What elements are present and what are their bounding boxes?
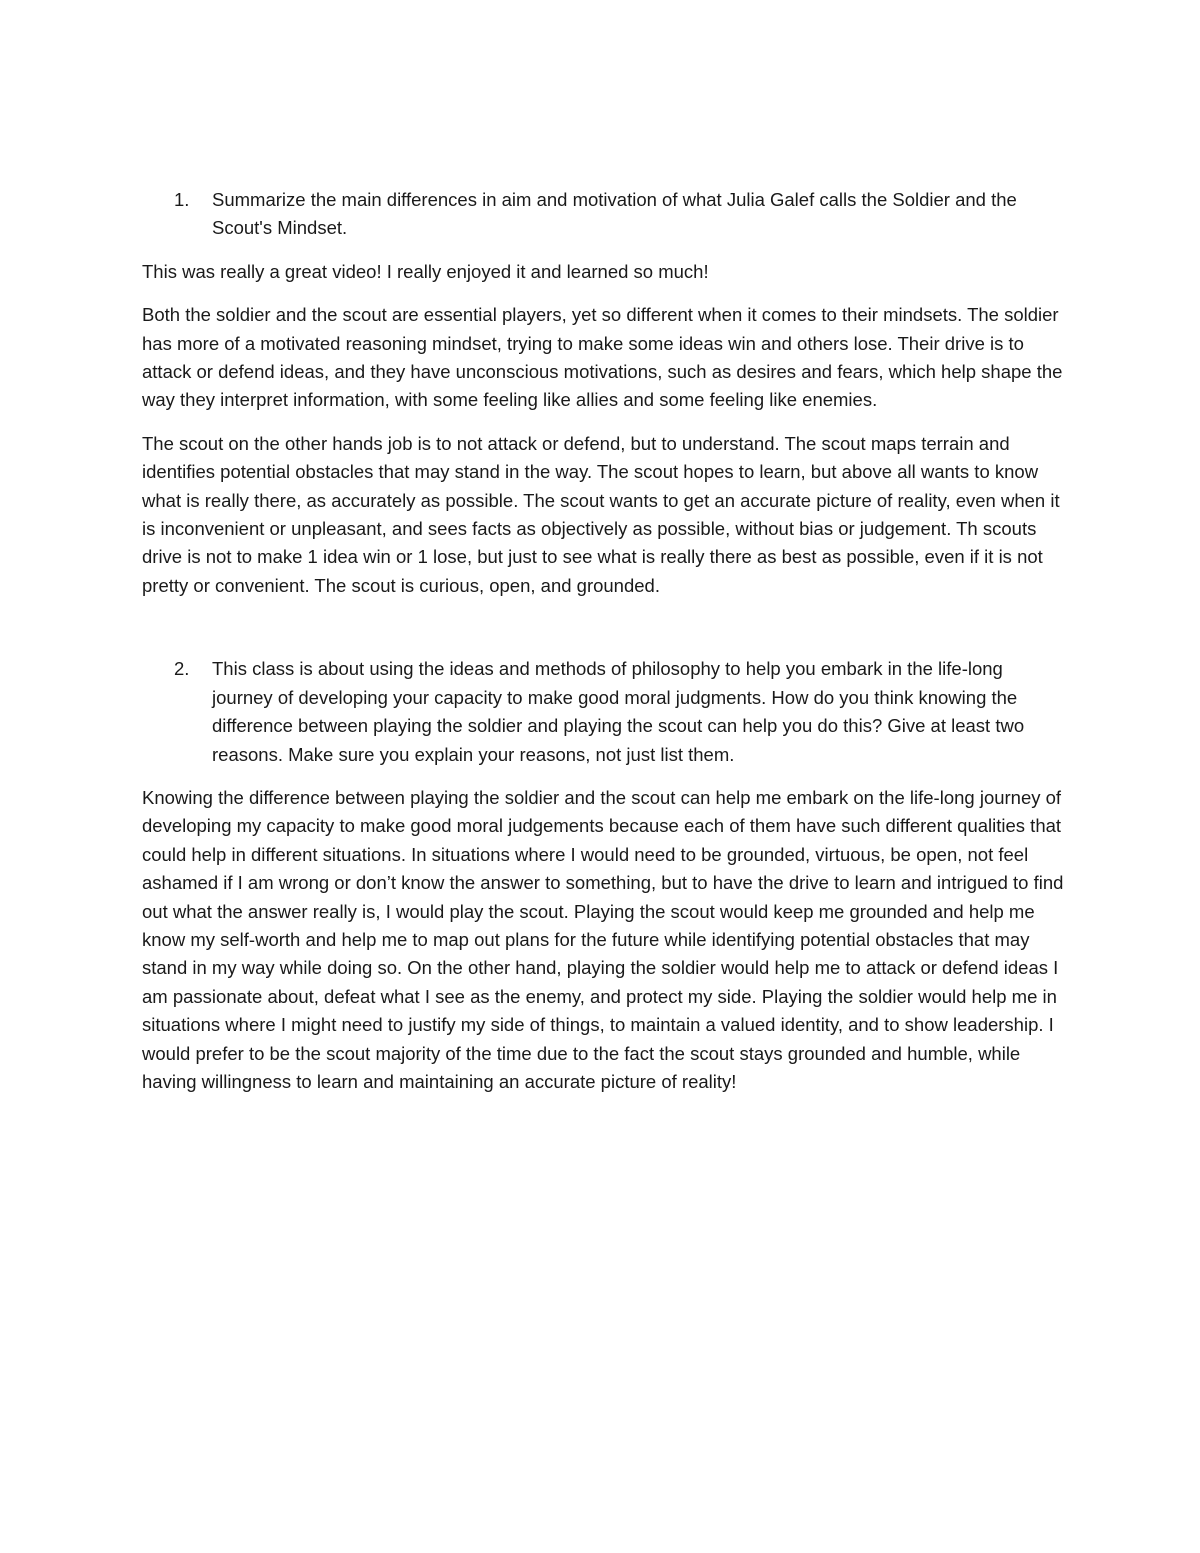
question-1-number: 1.	[174, 189, 190, 210]
spacer	[142, 600, 1066, 655]
question-1	[142, 186, 1066, 243]
spacer	[142, 243, 1066, 258]
answer-2-paragraph: Knowing the difference between playing the soldier and the scout can help me embark on the life-long journey of developing my capacity to make good moral judgements because each of them have such different qualities that could help in different situations. In situations where I would need to be grounded, virtuous, be open, not feel ashamed if I am wrong or don’t know the answer to something, but to have the drive to learn and intrigued to find out what the answer really is, I would play the scout. Playing the scout would keep me grounded and help me know my self-worth and help me to map out plans for the future while identifying potential obstacles that may stand in my way while doing so. On the other hand, playing the soldier would help me to attack or defend ideas I am passionate about, defeat what I see as the enemy, and protect my side. Playing the soldier would help me in situations where I might need to justify my side of things, to maintain a valued identity, and to show leadership. I would prefer to be the scout majority of the time due to the fact the scout stays grounded and humble, while having willingness to learn and maintaining an accurate picture of reality!	[142, 786, 1064, 1092]
spacer	[142, 415, 1066, 430]
answer-1-intro: This was really a great video! I really enjoyed it and learned so much!	[142, 260, 709, 282]
spacer	[142, 286, 1066, 301]
answer-1-scout-paragraph: The scout on the other hands job is to not attack or defend, but to understand. The scout maps terrain and identifies potential obstacles that may stand in the way. The scout hopes to learn, but above all wants to know what is really there, as accurately as possible. The scout wants to get an accurate picture of reality, even when it is inconvenient or unpleasant, and sees facts as objectively as possible, without bias or judgement. Th scouts drive is not to make 1 idea win or 1 lose, but just to see what is really there as best as possible, even if it is not pretty or convenient. The scout is curious, open, and grounded.	[142, 432, 1060, 596]
question-2-number: 2.	[174, 658, 190, 680]
document-body	[142, 186, 1066, 1096]
question-2	[142, 655, 1066, 769]
answer-1-soldier-paragraph: Both the soldier and the scout are essential players, yet so different when it comes to their mindsets. The soldier has more of a motivated reasoning mindset, trying to make some ideas win and others lose. Their drive is to attack or defend ideas, and they have unconscious motivations, such as desires and fears, which help shape the way they interpret information, with some feeling like allies and some feeling like enemies.	[142, 304, 1063, 411]
question-2-text: This class is about using the ideas and methods of philosophy to help you embark in the life-long journey of developing your capacity to make good moral judgments. How do you think knowing the difference between playing the soldier and playing the scout can help you do this? Give at least two reasons. Make sure you explain your reasons, not just list them.	[212, 658, 1025, 765]
question-1-text: Summarize the main differences in aim and motivation of what Julia Galef calls the Soldier and the Scout's Mindset.	[212, 189, 1017, 239]
spacer	[142, 769, 1066, 784]
